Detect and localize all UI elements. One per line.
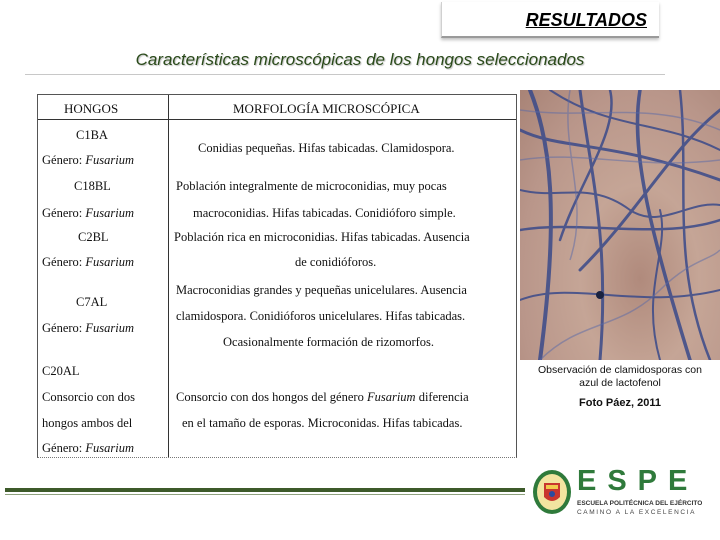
row-morphology: de conidióforos. [295,255,377,269]
page-title: RESULTADOS [525,10,647,30]
row-description: hongos ambos del [42,416,133,430]
hyphae-illustration [520,90,720,360]
espe-logo-text: ESPE [577,465,699,497]
column-separator [168,95,169,457]
row-morphology: Conidias pequeñas. Hifas tabicadas. Clamidospora. [198,141,455,155]
row-morphology: Macroconidias grandes y pequeñas unicelulares. Ausencia [176,283,467,297]
row-morphology: clamidospora. Conidióforos unicelulares. Hifas tabicadas. [176,309,466,323]
photo-caption: Observación de clamidosporas con azul de lactofenol [537,364,702,389]
row-morphology: macroconidias. Hifas tabicadas. Conidióforo simple. [193,206,456,220]
microscope-photo [520,90,720,360]
footer-bar [5,488,525,502]
header-box [441,2,659,38]
header-morfologia: MORFOLOGÍA MICROSCÓPICA [233,101,420,116]
espe-emblem-icon [532,469,572,515]
row-code: C2BL [78,230,109,244]
row-morphology: Consorcio con dos hongos del género Fusarium diferencia [176,390,469,404]
results-table [37,94,517,458]
logo-institution: ESCUELA POLITÉCNICA DEL EJÉRCITO [577,500,703,507]
row-description: Consorcio con dos [42,390,136,404]
title-divider [25,74,665,75]
slide-subtitle: Características microscópicas de los hongos seleccionados [135,50,585,69]
row-code: C7AL [76,295,108,309]
logo-slogan: CAMINO A LA EXCELENCIA [577,509,697,516]
chlamydospore [596,291,604,299]
header-hongos: HONGOS [64,101,119,116]
header-separator [38,119,516,120]
row-morphology: Ocasionalmente formación de rizomorfos. [223,335,435,349]
row-code: C18BL [74,179,111,193]
row-genus: Género: Fusarium [42,321,135,335]
row-code: C1BA [76,128,108,142]
row-morphology: Población integralmente de microconidias, muy pocas [176,179,447,193]
row-morphology: en el tamaño de esporas. Microconidas. Hifas tabicadas. [182,416,463,430]
photo-credit: Foto Páez, 2011 [579,397,661,409]
row-genus: Género: Fusarium [42,206,135,220]
row-genus: Género: Fusarium [42,153,135,167]
row-code: C20AL [42,364,80,378]
row-genus: Género: Fusarium [42,255,135,269]
row-morphology: Población rica en microconidias. Hifas tabicadas. Ausencia [174,230,470,244]
row-genus: Género: Fusarium [42,441,135,455]
